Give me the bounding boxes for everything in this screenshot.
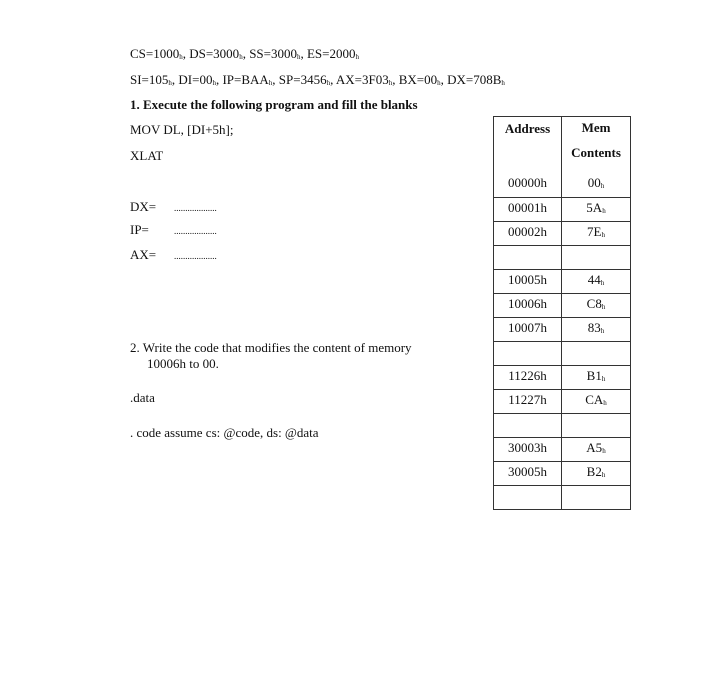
value-cell	[562, 342, 630, 365]
value-cell: $C8_h$	[586, 296, 606, 311]
value-cell: $A5_h$	[586, 440, 606, 455]
table-row-gap	[494, 413, 630, 437]
header-mem-contents	[562, 117, 630, 173]
table-row-gap	[494, 245, 630, 269]
address-cell	[494, 414, 562, 437]
address-cell: 00000h	[494, 173, 562, 197]
register-value: $ES=2000_h$	[306, 46, 359, 61]
address-cell: 10007h	[494, 318, 562, 341]
table-row	[494, 269, 630, 293]
table-row	[494, 317, 630, 341]
value-cell: $5A_h$	[586, 200, 606, 215]
address-cell	[494, 342, 562, 365]
header-mem-label: Mem	[581, 120, 611, 135]
table-row-gap	[494, 485, 630, 509]
blank-label: AX=	[130, 247, 157, 262]
memory-table	[493, 116, 631, 510]
address-cell: 30003h	[494, 438, 562, 461]
register-value: $SP=3456_h$,	[278, 72, 336, 87]
table-row	[494, 197, 630, 221]
value-cell: $7E_h$	[587, 224, 605, 239]
address-cell: 10006h	[494, 294, 562, 317]
question-1-title: 1. Execute the following program and fill the blanks	[130, 97, 418, 112]
code-directive: . code assume cs: @code, ds: @data	[130, 425, 319, 440]
register-value: $IP=BAA_h$,	[222, 72, 279, 87]
table-row	[494, 437, 630, 461]
address-cell: 00002h	[494, 222, 562, 245]
table-row	[494, 461, 630, 485]
header-contents-label: Contents	[571, 145, 621, 160]
blank-dx	[130, 199, 217, 216]
question-2-title-line-2: 10006h to 00.	[147, 356, 219, 371]
register-value: $SI=105_h$,	[130, 72, 179, 87]
value-cell	[562, 246, 630, 269]
table-row	[494, 365, 630, 389]
blank-label: DX=	[130, 199, 157, 214]
address-cell: 11226h	[494, 366, 562, 389]
blank-ax	[130, 247, 217, 264]
blank-dots: ...................	[174, 203, 217, 213]
value-cell: $B1_h$	[586, 368, 606, 383]
blank-dots: ...................	[174, 251, 217, 261]
value-cell: $83_h$	[587, 320, 605, 335]
address-cell: 00001h	[494, 198, 562, 221]
header-address	[494, 117, 562, 173]
code-line-xlat: XLAT	[130, 148, 164, 163]
header-address-label: Address	[504, 121, 551, 136]
value-cell: $CA_h$	[585, 392, 607, 407]
table-row	[494, 173, 630, 197]
table-header	[494, 117, 630, 173]
register-value: $DI=00_h$,	[178, 72, 223, 87]
blank-label: IP=	[130, 222, 149, 237]
register-value: $DS=3000_h$,	[189, 46, 250, 61]
register-value: $SS=3000_h$,	[249, 46, 307, 61]
register-value: $CS=1000_h$,	[130, 46, 190, 61]
register-line-2	[130, 72, 505, 88]
value-cell: $44_h$	[587, 272, 605, 287]
table-row	[494, 293, 630, 317]
register-line-1	[130, 46, 359, 62]
address-cell: 30005h	[494, 462, 562, 485]
register-value: $AX=3F03_h$,	[335, 72, 399, 87]
question-2-title-line-1: 2. Write the code that modifies the content of memory	[130, 340, 412, 355]
address-cell	[494, 246, 562, 269]
value-cell	[562, 414, 630, 437]
memory-rows	[494, 173, 630, 509]
register-value: $BX=00_h$,	[398, 72, 448, 87]
table-row	[494, 221, 630, 245]
table-row	[494, 389, 630, 413]
data-directive: .data	[130, 390, 155, 405]
blank-dots: ...................	[174, 226, 217, 236]
blank-ip	[130, 222, 217, 239]
value-cell: $B2_h$	[586, 464, 606, 479]
address-cell: 11227h	[494, 390, 562, 413]
register-value: $DX=708B_h$	[447, 72, 505, 87]
value-cell	[562, 486, 630, 509]
value-cell: $00_h$	[587, 175, 605, 190]
table-row-gap	[494, 341, 630, 365]
code-line-mov: MOV DL, [DI+5h];	[130, 122, 234, 137]
address-cell	[494, 486, 562, 509]
address-cell: 10005h	[494, 270, 562, 293]
